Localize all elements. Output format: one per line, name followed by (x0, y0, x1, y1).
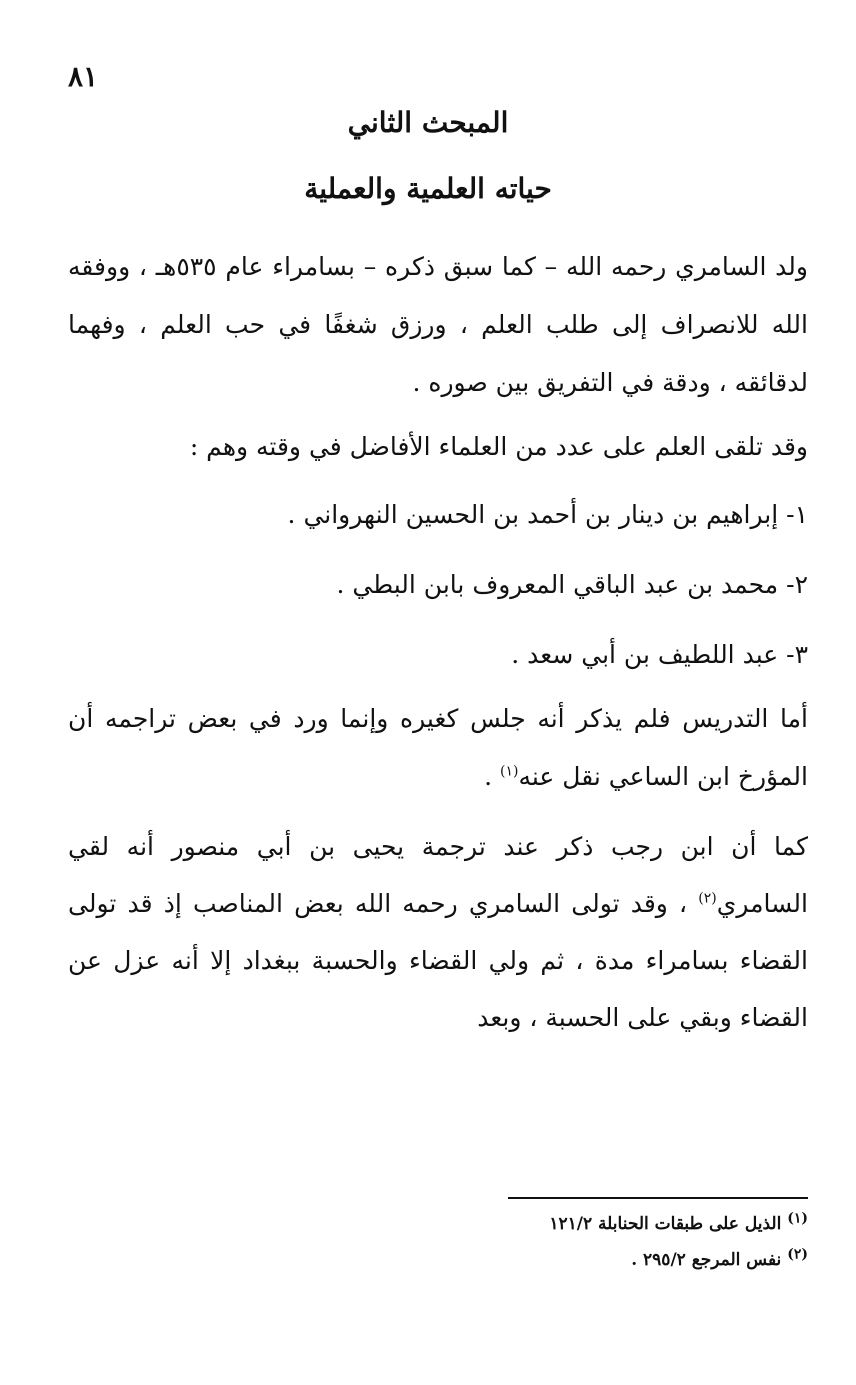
teachers-list (68, 486, 856, 696)
section-title: المبحث الثاني (347, 106, 509, 139)
footnote-divider (508, 1197, 808, 1199)
page-number: ٨١ (68, 60, 99, 93)
paragraph-teaching-end: . (484, 762, 501, 791)
footnote-text: الذيل على طبقات الحنابلة ١٢١/٢ (549, 1214, 788, 1234)
paragraph-positions (68, 818, 856, 1046)
footnotes (400, 1206, 808, 1278)
list-item: ٢- محمد بن عبد الباقي المعروف بابن البطي . (336, 570, 808, 599)
paragraph-teaching (68, 690, 808, 806)
footnote (400, 1242, 808, 1278)
paragraph-birth: ولد السامري رحمه الله – كما سبق ذكره – بسامراء عام ٥٣٥هـ ، ووفقه الله للانصراف إلى طلب العلم ، ورزق شغفًا في حب العلم ، وفهما لدقائقه ، ودقة في التفريق بين صوره . (68, 252, 808, 397)
footnote-marker: (٢) (787, 1246, 808, 1263)
paragraph-teachers-intro: وقد تلقى العلم على عدد من العلماء الأفاضل في وقته وهم : (189, 432, 808, 461)
paragraph-positions-text-a: كما أن ابن رجب ذكر عند ترجمة يحيى بن أبي منصور أنه لقي السامري (68, 832, 808, 918)
footnote-text: نفس المرجع ٢٩٥/٢ . (631, 1250, 788, 1270)
footnote-ref-1: (١) (500, 763, 519, 780)
section-subtitle: حياته العلمية والعملية (304, 172, 552, 205)
paragraph-positions-text-b: ، وقد تولى السامري رحمه الله بعض المناصب إذ قد تولى القضاء بسامراء مدة ، ثم ولي القضاء والحسبة ببغداد إلا أنه عزل عن القضاء وبقي على الحسبة ، وبعد (68, 889, 808, 1032)
paragraph-teaching-text: أما التدريس فلم يذكر أنه جلس كغيره وإنما ورد في بعض تراجمه أن المؤرخ ابن الساعي نقل عنه (68, 704, 808, 791)
footnote-ref-2: (٢) (698, 890, 717, 907)
list-item: ١- إبراهيم بن دينار بن أحمد بن الحسين النهرواني . (287, 500, 808, 529)
footnote-marker: (١) (787, 1210, 808, 1227)
footnote (400, 1206, 808, 1242)
list-item: ٣- عبد اللطيف بن أبي سعد . (511, 640, 808, 669)
